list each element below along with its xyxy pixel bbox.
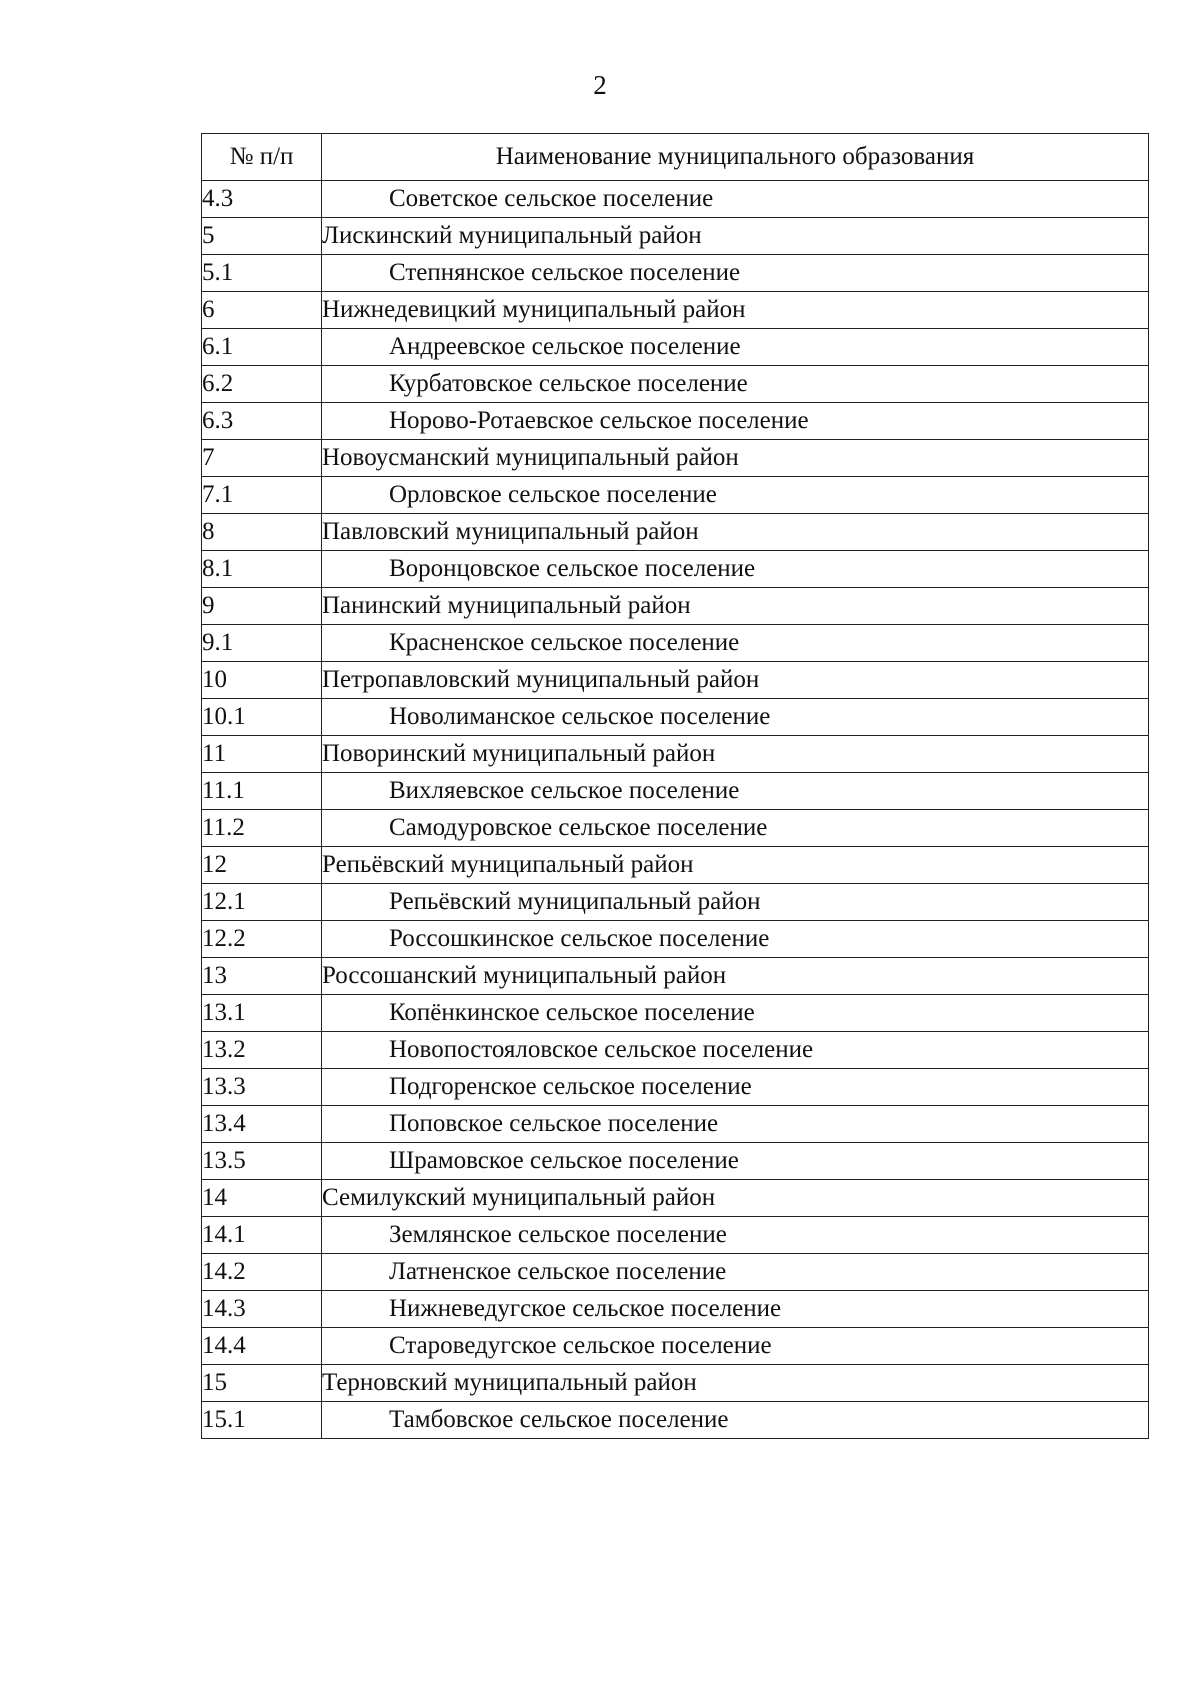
table-row <box>202 1365 1149 1402</box>
table-row <box>202 366 1149 403</box>
row-number-cell: 6.3 <box>202 403 322 440</box>
table-row <box>202 625 1149 662</box>
table-row <box>202 921 1149 958</box>
table-row <box>202 1402 1149 1439</box>
settlement-name-cell: Курбатовское сельское поселение <box>322 366 1149 403</box>
table-row <box>202 477 1149 514</box>
settlement-name-cell: Степнянское сельское поселение <box>322 255 1149 292</box>
district-name-cell: Терновский муниципальный район <box>322 1365 1149 1402</box>
table-row <box>202 1291 1149 1328</box>
settlement-name-cell: Орловское сельское поселение <box>322 477 1149 514</box>
district-name-cell: Петропавловский муниципальный район <box>322 662 1149 699</box>
table-row <box>202 255 1149 292</box>
column-header-number: № п/п <box>202 134 322 181</box>
table-row <box>202 218 1149 255</box>
table-row <box>202 1032 1149 1069</box>
table-row <box>202 884 1149 921</box>
table-row <box>202 995 1149 1032</box>
row-number-cell: 13.1 <box>202 995 322 1032</box>
row-number-cell: 12.2 <box>202 921 322 958</box>
settlement-name-cell: Староведугское сельское поселение <box>322 1328 1149 1365</box>
settlement-name-cell: Советское сельское поселение <box>322 181 1149 218</box>
row-number-cell: 6 <box>202 292 322 329</box>
settlement-name-cell: Норово-Ротаевское сельское поселение <box>322 403 1149 440</box>
row-number-cell: 15.1 <box>202 1402 322 1439</box>
settlement-name-cell: Латненское сельское поселение <box>322 1254 1149 1291</box>
row-number-cell: 7.1 <box>202 477 322 514</box>
row-number-cell: 6.1 <box>202 329 322 366</box>
table-row <box>202 699 1149 736</box>
row-number-cell: 13.3 <box>202 1069 322 1106</box>
table-row <box>202 329 1149 366</box>
row-number-cell: 6.2 <box>202 366 322 403</box>
table-row <box>202 181 1149 218</box>
settlement-name-cell: Копёнкинское сельское поселение <box>322 995 1149 1032</box>
row-number-cell: 11.2 <box>202 810 322 847</box>
table-row <box>202 1143 1149 1180</box>
settlement-name-cell: Андреевское сельское поселение <box>322 329 1149 366</box>
row-number-cell: 10.1 <box>202 699 322 736</box>
table-header-row <box>202 134 1149 181</box>
table-row <box>202 292 1149 329</box>
table-row <box>202 958 1149 995</box>
row-number-cell: 5 <box>202 218 322 255</box>
settlement-name-cell: Новолиманское сельское поселение <box>322 699 1149 736</box>
district-name-cell: Россошанский муниципальный район <box>322 958 1149 995</box>
column-header-name: Наименование муниципального образования <box>322 134 1149 181</box>
table-row <box>202 1217 1149 1254</box>
row-number-cell: 14.2 <box>202 1254 322 1291</box>
settlement-name-cell: Репьёвский муниципальный район <box>322 884 1149 921</box>
table-row <box>202 662 1149 699</box>
row-number-cell: 5.1 <box>202 255 322 292</box>
settlement-name-cell: Красненское сельское поселение <box>322 625 1149 662</box>
table-body <box>202 181 1149 1439</box>
district-name-cell: Павловский муниципальный район <box>322 514 1149 551</box>
row-number-cell: 13.4 <box>202 1106 322 1143</box>
district-name-cell: Нижнедевицкий муниципальный район <box>322 292 1149 329</box>
settlement-name-cell: Самодуровское сельское поселение <box>322 810 1149 847</box>
table-row <box>202 588 1149 625</box>
district-name-cell: Новоусманский муниципальный район <box>322 440 1149 477</box>
district-name-cell: Панинский муниципальный район <box>322 588 1149 625</box>
row-number-cell: 15 <box>202 1365 322 1402</box>
page-number: 2 <box>593 70 607 100</box>
row-number-cell: 8 <box>202 514 322 551</box>
table-row <box>202 440 1149 477</box>
table-header <box>202 134 1149 181</box>
settlement-name-cell: Нижневедугское сельское поселение <box>322 1291 1149 1328</box>
row-number-cell: 4.3 <box>202 181 322 218</box>
table-row <box>202 1328 1149 1365</box>
settlement-name-cell: Тамбовское сельское поселение <box>322 1402 1149 1439</box>
settlement-name-cell: Вихляевское сельское поселение <box>322 773 1149 810</box>
row-number-cell: 13 <box>202 958 322 995</box>
settlement-name-cell: Шрамовское сельское поселение <box>322 1143 1149 1180</box>
settlement-name-cell: Подгоренское сельское поселение <box>322 1069 1149 1106</box>
row-number-cell: 11 <box>202 736 322 773</box>
district-name-cell: Поворинский муниципальный район <box>322 736 1149 773</box>
row-number-cell: 13.5 <box>202 1143 322 1180</box>
row-number-cell: 10 <box>202 662 322 699</box>
municipal-formations-table <box>201 133 1149 1439</box>
settlement-name-cell: Россошкинское сельское поселение <box>322 921 1149 958</box>
table-row <box>202 403 1149 440</box>
table-row <box>202 1106 1149 1143</box>
settlement-name-cell: Поповское сельское поселение <box>322 1106 1149 1143</box>
settlement-name-cell: Новопостояловское сельское поселение <box>322 1032 1149 1069</box>
table-row <box>202 514 1149 551</box>
row-number-cell: 14.4 <box>202 1328 322 1365</box>
district-name-cell: Лискинский муниципальный район <box>322 218 1149 255</box>
district-name-cell: Репьёвский муниципальный район <box>322 847 1149 884</box>
table-row <box>202 1254 1149 1291</box>
row-number-cell: 7 <box>202 440 322 477</box>
district-name-cell: Семилукский муниципальный район <box>322 1180 1149 1217</box>
row-number-cell: 14.3 <box>202 1291 322 1328</box>
table-row <box>202 551 1149 588</box>
table-row <box>202 1069 1149 1106</box>
row-number-cell: 8.1 <box>202 551 322 588</box>
row-number-cell: 12 <box>202 847 322 884</box>
table-row <box>202 736 1149 773</box>
table-row <box>202 847 1149 884</box>
table-row <box>202 810 1149 847</box>
row-number-cell: 13.2 <box>202 1032 322 1069</box>
row-number-cell: 11.1 <box>202 773 322 810</box>
table-row <box>202 773 1149 810</box>
row-number-cell: 14 <box>202 1180 322 1217</box>
settlement-name-cell: Землянское сельское поселение <box>322 1217 1149 1254</box>
row-number-cell: 9.1 <box>202 625 322 662</box>
row-number-cell: 12.1 <box>202 884 322 921</box>
row-number-cell: 9 <box>202 588 322 625</box>
table-row <box>202 1180 1149 1217</box>
row-number-cell: 14.1 <box>202 1217 322 1254</box>
settlement-name-cell: Воронцовское сельское поселение <box>322 551 1149 588</box>
